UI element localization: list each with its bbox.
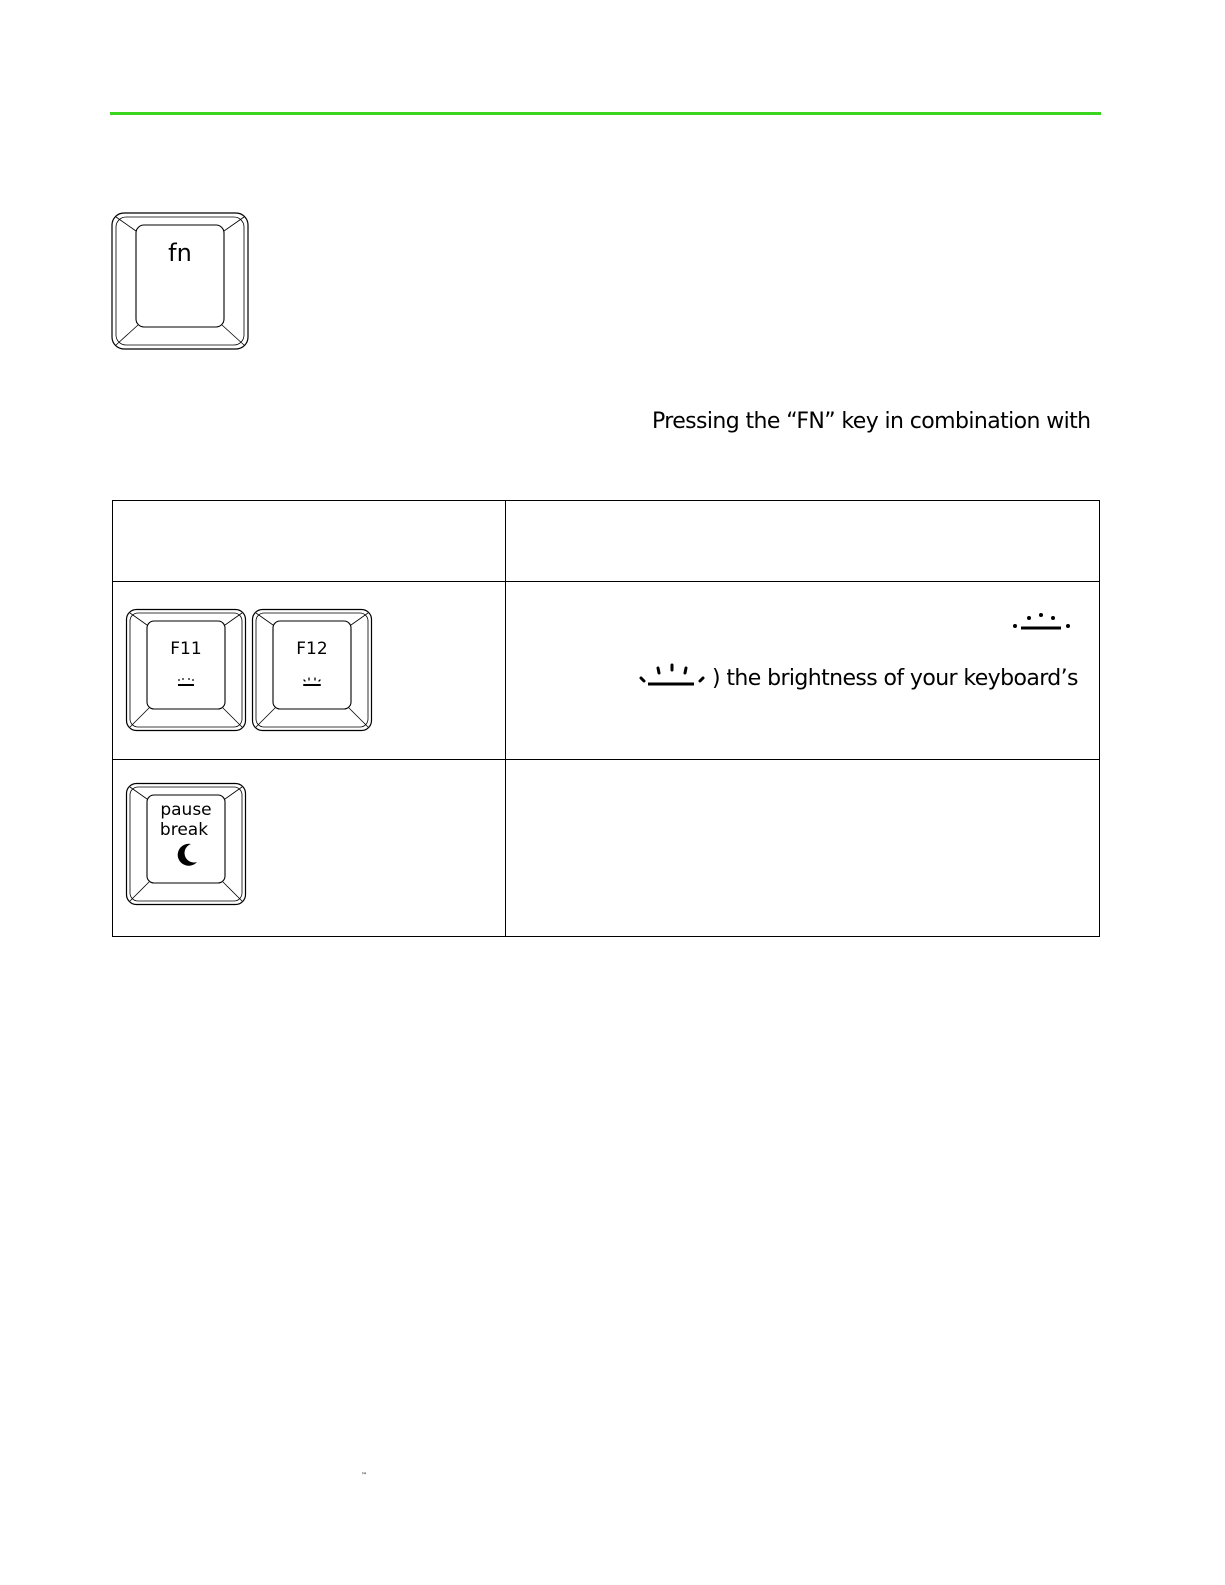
header-rule xyxy=(110,112,1101,115)
pause-key-label: pause xyxy=(160,800,212,820)
f11-key-icon xyxy=(125,608,247,732)
function-key-table xyxy=(112,500,1100,937)
f11-key-label: F11 xyxy=(170,639,202,659)
table-header-row xyxy=(113,501,1100,582)
brightness-description: ) the brightness of your keyboard’s xyxy=(712,666,1078,691)
trademark-symbol: ™ xyxy=(361,1472,367,1479)
f12-key-label: F12 xyxy=(296,639,328,659)
fn-key-label: fn xyxy=(168,239,192,267)
brightness-up-icon xyxy=(304,678,320,685)
brightness-up-icon xyxy=(638,662,708,692)
break-key-label: break xyxy=(159,820,209,840)
intro-text: Pressing the “FN” key in combination with xyxy=(652,409,1091,434)
table-row xyxy=(113,760,1100,937)
table-row xyxy=(113,582,1100,760)
fn-key-icon xyxy=(110,211,250,351)
f12-key-icon xyxy=(251,608,373,732)
brightness-down-icon xyxy=(178,678,194,685)
pause-break-key-icon xyxy=(125,782,247,906)
brightness-down-icon xyxy=(1011,606,1073,636)
moon-icon xyxy=(178,844,197,866)
